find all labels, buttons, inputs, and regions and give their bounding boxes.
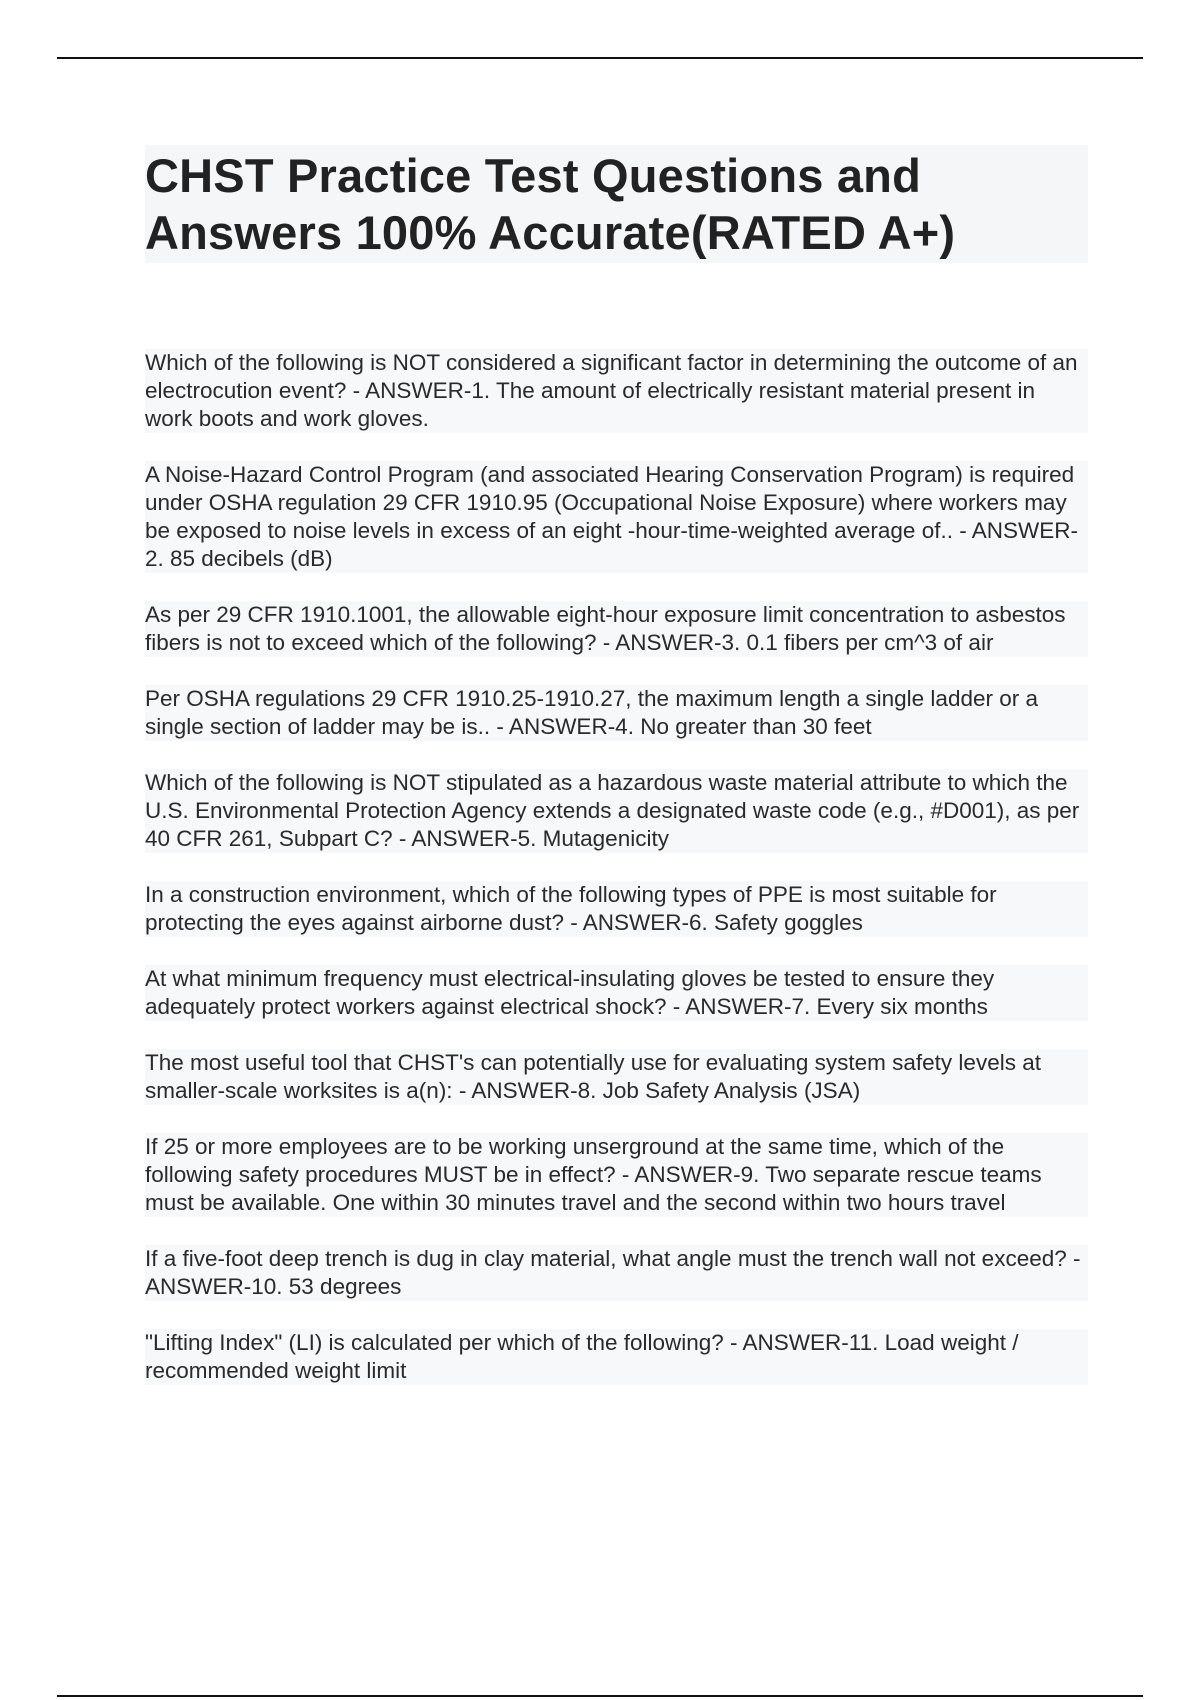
qa-item-6: In a construction environment, which of the following types of PPE is most suitable for protecting the eyes against airborne dust? - ANSWER-6. Safety goggles: [145, 881, 1088, 937]
qa-item-5: Which of the following is NOT stipulated as a hazardous waste material attribute to which the U.S. Environmental Protection Agency extends a designated waste code (e.g., #D001), as per 40 CFR 261, Subpart C? - ANSWER-5. Mutagenicity: [145, 769, 1088, 853]
qa-item-3: As per 29 CFR 1910.1001, the allowable eight-hour exposure limit concentration to asbestos fibers is not to exceed which of the following? - ANSWER-3. 0.1 fibers per cm^3 of air: [145, 601, 1088, 657]
qa-item-10: If a five-foot deep trench is dug in clay material, what angle must the trench wall not exceed? - ANSWER-10. 53 degrees: [145, 1245, 1088, 1301]
qa-list: [145, 349, 1088, 1385]
qa-item-4: Per OSHA regulations 29 CFR 1910.25-1910.27, the maximum length a single ladder or a single section of ladder may be is.. - ANSWER-4. No greater than 30 feet: [145, 685, 1088, 741]
title-box: [145, 145, 1088, 263]
document-title: CHST Practice Test Questions and Answers 100% Accurate(RATED A+): [145, 149, 956, 259]
top-rule: [57, 57, 1143, 59]
qa-item-1: Which of the following is NOT considered a significant factor in determining the outcome of an electrocution event? - ANSWER-1. The amount of electrically resistant material present in work boots and work gloves.: [145, 349, 1088, 433]
qa-item-9: If 25 or more employees are to be working unserground at the same time, which of the following safety procedures MUST be in effect? - ANSWER-9. Two separate rescue teams must be available. One within 30 minutes travel and the second within two hours travel: [145, 1133, 1088, 1217]
qa-item-11: "Lifting Index" (LI) is calculated per which of the following? - ANSWER-11. Load weight / recommended weight limit: [145, 1329, 1088, 1385]
qa-item-8: The most useful tool that CHST's can potentially use for evaluating system safety levels at smaller-scale worksites is a(n): - ANSWER-8. Job Safety Analysis (JSA): [145, 1049, 1088, 1105]
qa-item-2: A Noise-Hazard Control Program (and associated Hearing Conservation Program) is required under OSHA regulation 29 CFR 1910.95 (Occupational Noise Exposure) where workers may be exposed to noise levels in excess of an eight -hour-time-weighted average of.. - ANSWER-2. 85 decibels (dB): [145, 461, 1088, 573]
qa-item-7: At what minimum frequency must electrical-insulating gloves be tested to ensure they adequately protect workers against electrical shock? - ANSWER-7. Every six months: [145, 965, 1088, 1021]
page-content: [145, 145, 1088, 1413]
bottom-rule: [57, 1695, 1143, 1697]
